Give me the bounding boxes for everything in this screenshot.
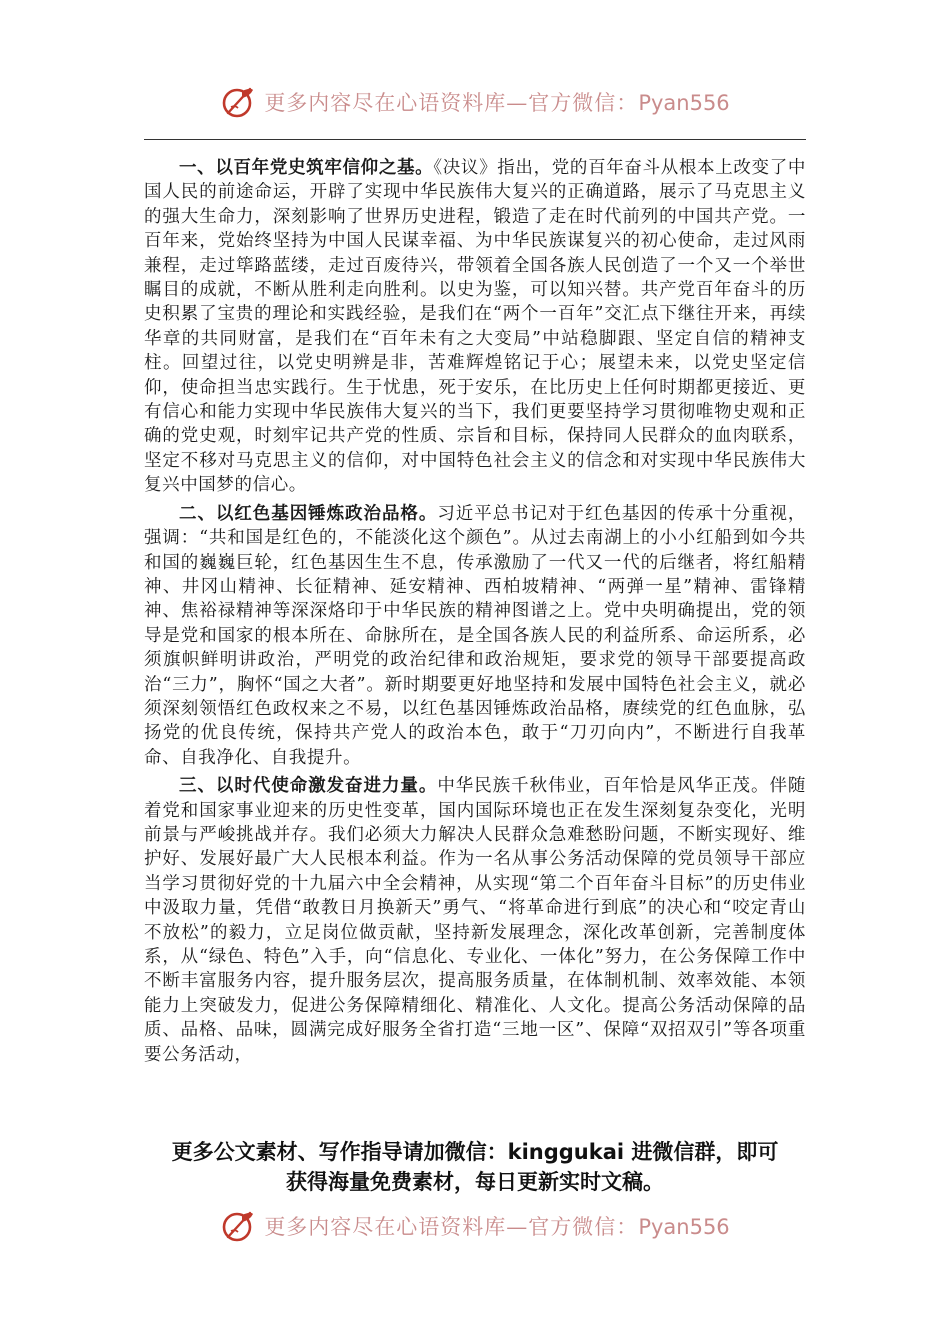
section-heading: 一、以百年党史筑牢信仰之基。 [179,158,434,178]
quill-logo-icon [220,1208,256,1244]
watermark-text: 更多内容尽在心语资料库—官方微信：Pyan556 [264,1215,730,1239]
header-divider [144,139,806,140]
section-body: 习近平总书记对于红色基因的传承十分重视，强调：“共和国是红色的，不能淡化这个颜色”。从过去南湖上的小小红船到如今共和国的巍巍巨轮，红色基因生生不息，传承激励了一代又一代的后继者，将红船精神、井冈山精神、长征精神、延安精神、西柏坡精神、“两弹一星”精神、雷锋精神、焦裕禄精神等深深烙印于中华民族的精神图谱之上。党中央明确提出，党的领导是党和国家的根本所在、命脉所在，是全国各族人民的利益所系、命运所系，必须旗帜鲜明讲政治，严明党的政治纪律和政治规矩，要求党的领导干部要提高政治“三力”，胸怀“国之大者”。新时期要更好地坚持和发展中国特色社会主义，就必须深刻领悟红色政权来之不易，以红色基因锤炼政治品格，赓续党的红色血脉，弘扬党的优良传统，保持共产党人的政治本色，敢于“刀刃向内”，不断进行自我革命、自我净化、自我提升。 [144,503,807,768]
section-body: 中华民族千秋伟业，百年恰是风华正茂。伴随着党和国家事业迎来的历史性变革，国内国际环境也正在发生深刻复杂变化，光明前景与严峻挑战并存。我们必须大力解决人民群众急难愁盼问题，不断实现好、维护好、发展好最广大人民根本利益。作为一名从事公务活动保障的党员领导干部应当学习贯彻好党的十九届六中全会精神，从实现“第二个百年奋斗目标”的历史伟业中汲取力量，凭借“敢教日月换新天”勇气、“将革命进行到底”的决心和“咬定青山不放松”的毅力，立足岗位做贡献，坚持新发展理念，深化改革创新，完善制度体系，从“绿色、特色”入手，向“信息化、专业化、一体化”努力，在公务保障工作中不断丰富服务内容，提升服务层次，提高服务质量，在体制机制、效率效能、本领能力上突破发力，促进公务保障精细化、精准化、人文化。提高公务活动保障的品质、品格、品味，圆满完成好服务全省打造“三地一区”、保障“双招双引”等各项重要公务活动， [144,776,807,1065]
footer-watermark [0,1208,950,1244]
promo-line-2: 获得海量免费素材，每日更新实时文稿。 [286,1170,664,1194]
section-heading: 三、以时代使命激发奋进力量。 [179,776,438,797]
section-heading: 二、以红色基因锤炼政治品格。 [179,503,438,524]
header-watermark [0,84,950,120]
paragraph-section-3 [144,774,806,1067]
section-body: 《决议》指出，党的百年奋斗从根本上改变了中国人民的前途命运，开辟了实现中华民族伟大复兴的正确道路，展示了马克思主义的强大生命力，深刻影响了世界历史进程，锻造了走在时代前列的中国共产党。一百年来，党始终坚持为中国人民谋幸福、为中华民族谋复兴的初心使命，走过风雨兼程，走过筚路蓝缕，走过百废待兴，带领着全国各族人民创造了一个又一个举世瞩目的成就，不断从胜利走向胜利。以史为鉴，可以知兴替。共产党百年奋斗的历史积累了宝贵的理论和实践经验，是我们在“两个一百年”交汇点下继往开来，再续华章的共同财富，是我们在“百年未有之大变局”中站稳脚跟、坚定自信的精神支柱。回望过往，以党史明辨是非，苦难辉煌铭记于心；展望未来，以党史坚定信仰，使命担当忠实践行。生于忧患，死于安乐，在比历史上任何时期都更接近、更有信心和能力实现中华民族伟大复兴的当下，我们更要坚持学习贯彻唯物史观和正确的党史观，时刻牢记共产党的性质、宗旨和目标，保持同人民群众的血肉联系，坚定不移对马克思主义的信仰，对中国特色社会主义的信念和对实现中华民族伟大复兴中国梦的信心。 [144,158,806,496]
watermark-text: 更多内容尽在心语资料库—官方微信：Pyan556 [264,91,730,115]
paragraph-section-1 [144,156,806,498]
document-body [144,156,806,1067]
quill-logo-icon [220,84,256,120]
paragraph-section-2 [144,502,806,770]
promo-notice [100,1137,850,1197]
promo-line-1: 更多公文素材、写作指导请加微信：kinggukai 进微信群，即可 [171,1140,779,1164]
